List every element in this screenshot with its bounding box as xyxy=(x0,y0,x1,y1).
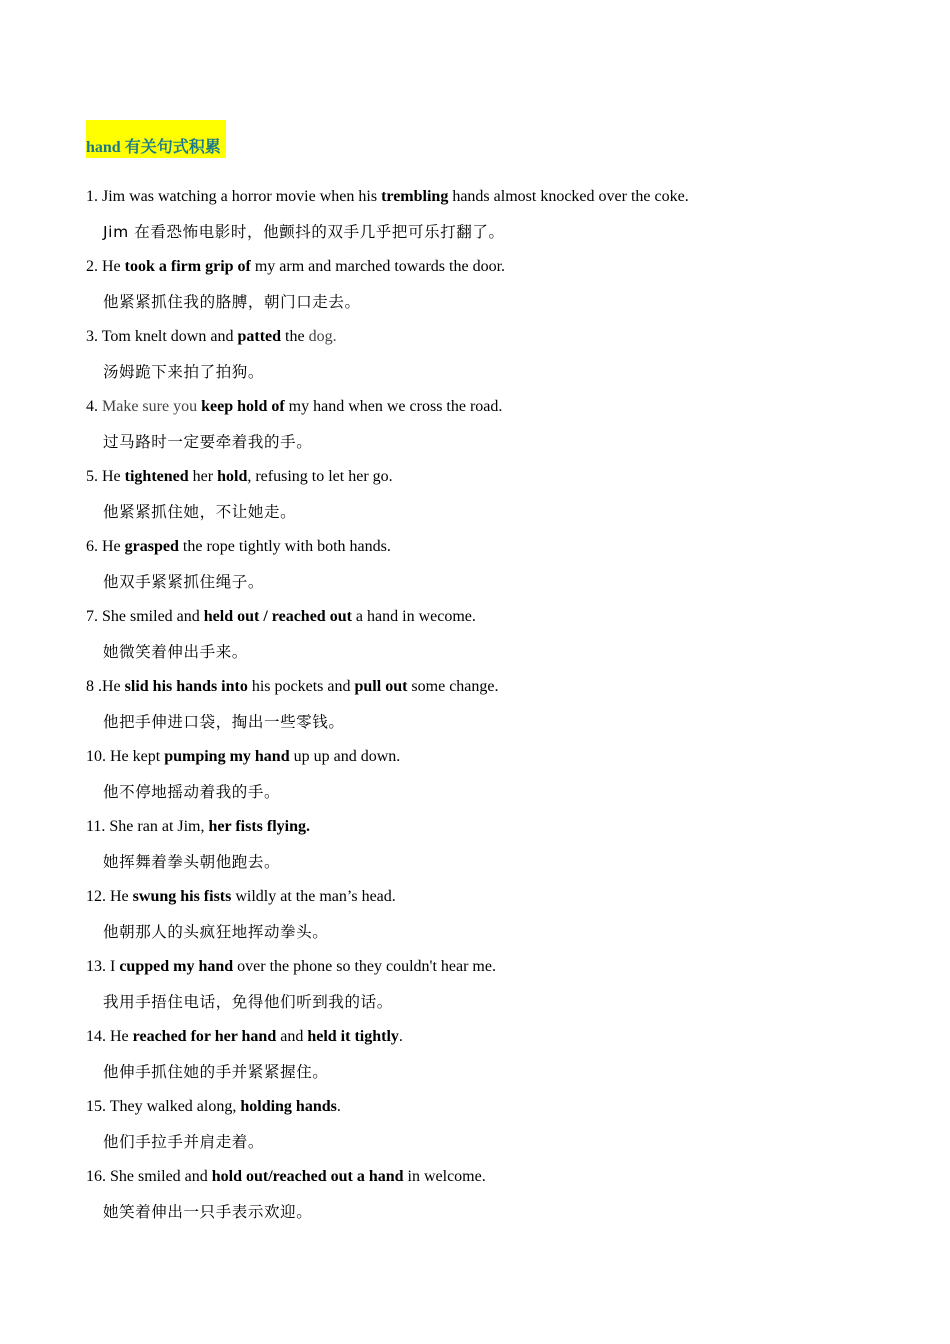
chinese-translation: Jim 在看恐怖电影时，他颤抖的双手几乎把可乐打翻了。 xyxy=(103,223,505,241)
chinese-translation: 汤姆跪下来拍了拍狗。 xyxy=(103,363,265,381)
key-phrase: hold xyxy=(217,468,248,485)
chinese-translation: 他朝那人的头疯狂地挥动拳头。 xyxy=(103,923,329,941)
english-sentence xyxy=(86,1167,486,1187)
sentence-text: the xyxy=(281,328,309,345)
english-sentence xyxy=(86,677,499,697)
sentence-text: the rope tightly with both hands. xyxy=(178,538,391,555)
key-phrase: pumping my hand xyxy=(164,748,290,765)
sentence-text: and xyxy=(276,1028,308,1045)
key-phrase: slid his hands into xyxy=(124,678,248,695)
sentence-text: . xyxy=(336,1098,341,1115)
sentence-text: hands almost knocked over the coke. xyxy=(448,188,689,205)
sentence-text: 8 .He xyxy=(86,678,125,695)
sentence-text: 6. He xyxy=(86,538,125,555)
key-phrase: reached for her hand xyxy=(132,1028,277,1045)
sentence-text: dog. xyxy=(308,328,337,345)
key-phrase: keep hold of xyxy=(201,398,285,415)
sentence-text: 14. He xyxy=(86,1028,133,1045)
chinese-translation: 她微笑着伸出手来。 xyxy=(103,643,248,661)
sentence-text: his pockets and xyxy=(247,678,355,695)
sentence-text: a hand in wecome. xyxy=(351,608,476,625)
chinese-translation: 他紧紧抓住我的胳膊，朝门口走去。 xyxy=(103,293,361,311)
sentence-text: up up and down. xyxy=(289,748,401,765)
key-phrase: held out / reached out xyxy=(203,608,352,625)
english-sentence xyxy=(86,747,400,767)
english-sentence xyxy=(86,1097,341,1117)
key-phrase: patted xyxy=(237,328,282,345)
sentence-text: wildly at the man’s head. xyxy=(231,888,396,905)
english-sentence xyxy=(86,537,391,557)
section-title: hand 有关句式积累 xyxy=(86,120,226,158)
sentence-text: in welcome. xyxy=(403,1168,486,1185)
key-phrase: pull out xyxy=(354,678,408,695)
key-phrase: holding hands xyxy=(240,1098,337,1115)
sentence-text: 10. He kept xyxy=(86,748,165,765)
english-sentence xyxy=(86,957,496,977)
sentence-text: my hand when we cross the road. xyxy=(284,398,503,415)
sentence-text: some change. xyxy=(407,678,499,695)
chinese-translation: 他不停地摇动着我的手。 xyxy=(103,783,281,801)
chinese-translation: 他把手伸进口袋，掏出一些零钱。 xyxy=(103,713,345,731)
sentence-text: 5. He xyxy=(86,468,125,485)
sentence-text: , refusing to let her go. xyxy=(247,468,393,485)
sentence-text: 15. They walked along, xyxy=(86,1098,241,1115)
english-sentence xyxy=(86,467,393,487)
key-phrase: hold out/reached out a hand xyxy=(211,1168,404,1185)
sentence-text: 1. Jim was watching a horror movie when his xyxy=(86,188,382,205)
key-phrase: held it tightly xyxy=(307,1028,399,1045)
sentence-text: 11. She ran at Jim, xyxy=(86,818,209,835)
chinese-translation: 他双手紧紧抓住绳子。 xyxy=(103,573,265,591)
sentence-text: 4. xyxy=(86,398,102,415)
key-phrase: grasped xyxy=(124,538,179,555)
chinese-translation: 她笑着伸出一只手表示欢迎。 xyxy=(103,1203,313,1221)
key-phrase: tightened xyxy=(124,468,189,485)
sentence-text: 7. She smiled and xyxy=(86,608,204,625)
key-phrase: cupped my hand xyxy=(119,958,234,975)
sentence-text: Make sure you xyxy=(102,398,202,415)
english-sentence xyxy=(86,397,502,417)
chinese-translation: 他伸手抓住她的手并紧紧握住。 xyxy=(103,1063,329,1081)
key-phrase: took a firm grip of xyxy=(124,258,251,275)
english-sentence xyxy=(86,1027,403,1047)
sentence-text: her xyxy=(188,468,218,485)
sentence-text: . xyxy=(398,1028,403,1045)
sentence-text: 12. He xyxy=(86,888,133,905)
key-phrase: swung his fists xyxy=(132,888,232,905)
english-sentence xyxy=(86,187,689,207)
key-phrase: her fists flying. xyxy=(208,818,310,835)
chinese-translation: 过马路时一定要牵着我的手。 xyxy=(103,433,313,451)
english-sentence xyxy=(86,257,505,277)
chinese-translation: 我用手捂住电话，免得他们听到我的话。 xyxy=(103,993,393,1011)
english-sentence xyxy=(86,817,310,837)
key-phrase: trembling xyxy=(381,188,449,205)
chinese-translation: 他紧紧抓住她，不让她走。 xyxy=(103,503,297,521)
sentence-text: 13. I xyxy=(86,958,120,975)
sentence-text: 3. Tom knelt down and xyxy=(86,328,238,345)
sentence-text: my arm and marched towards the door. xyxy=(250,258,506,275)
sentence-text: over the phone so they couldn't hear me. xyxy=(233,958,496,975)
sentence-text: 2. He xyxy=(86,258,125,275)
english-sentence xyxy=(86,607,476,627)
english-sentence xyxy=(86,327,337,347)
chinese-translation: 他们手拉手并肩走着。 xyxy=(103,1133,265,1151)
english-sentence xyxy=(86,887,396,907)
chinese-translation: 她挥舞着拳头朝他跑去。 xyxy=(103,853,281,871)
sentence-text: 16. She smiled and xyxy=(86,1168,212,1185)
